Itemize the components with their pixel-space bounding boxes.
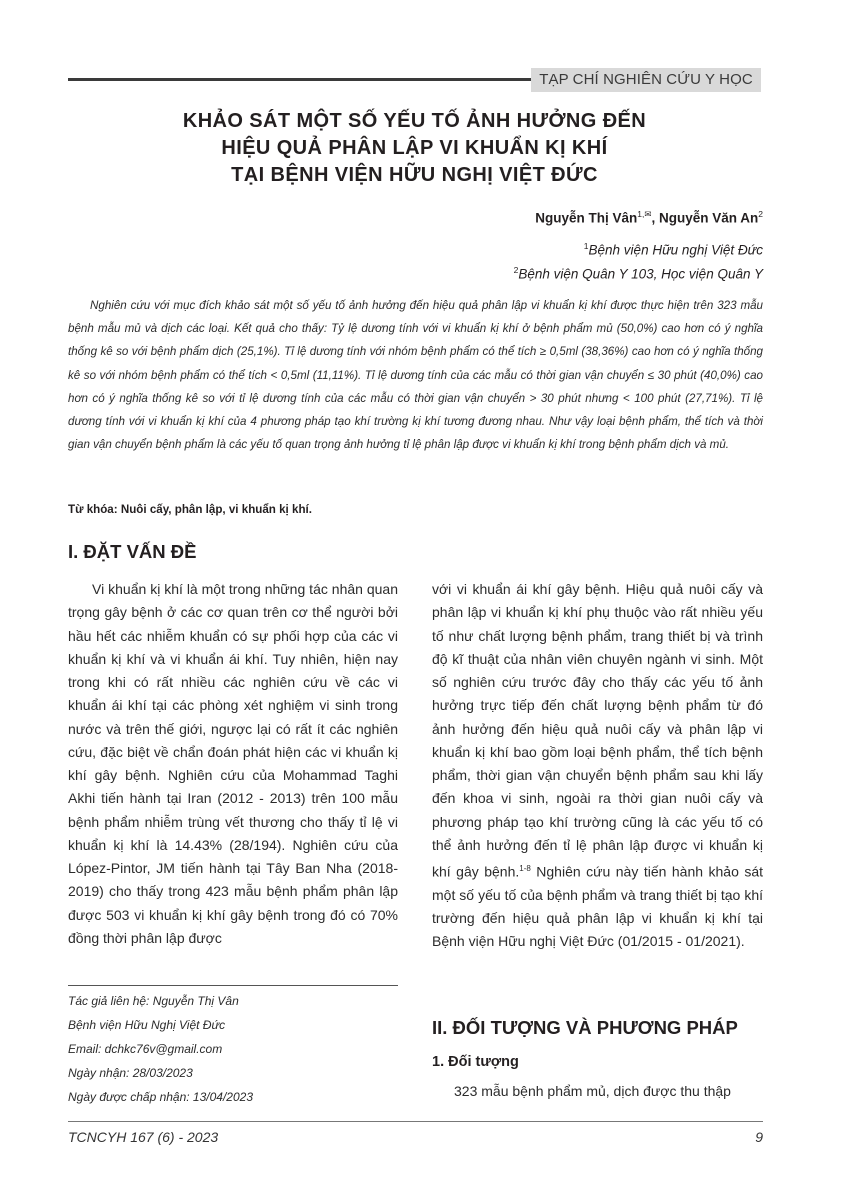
received-date: Ngày nhận: 28/03/2023: [68, 1066, 193, 1080]
footnote-rule: [68, 985, 398, 986]
author-1-affil: 1,✉: [637, 209, 652, 219]
author-2: Nguyễn Văn An: [659, 210, 759, 226]
title-line-2: HIỆU QUẢ PHÂN LẬP VI KHUẨN KỊ KHÍ: [221, 137, 608, 159]
corresponding-institution: Bệnh viện Hữu Nghị Việt Đức: [68, 1018, 226, 1032]
affiliation-1: [300, 236, 763, 261]
section-2-subheading: 1. Đối tượng: [432, 1054, 519, 1070]
author-list: [300, 204, 763, 229]
affiliation-2-text: Bệnh viện Quân Y 103, Học viện Quân Y: [518, 266, 763, 282]
author-2-affil: 2: [758, 209, 763, 219]
accepted-date: Ngày được chấp nhận: 13/04/2023: [68, 1090, 253, 1104]
section-1-right-text-b: Nghiên cứu này tiến hành khảo sát một số yếu tố của bệnh phẩm và trang thiết bị tạo khí trường đến hiệu quả phân lập vi khuẩn kị khí tại Bệnh viện Hữu nghị Việt Đức (01/2015 - 01/2021).: [432, 863, 764, 950]
affiliation-1-text: Bệnh viện Hữu nghị Việt Đức: [588, 242, 763, 258]
page-number: 9: [755, 1129, 763, 1145]
title-line-1: KHẢO SÁT MỘT SỐ YẾU TỐ ẢNH HƯỞNG ĐẾN: [182, 110, 647, 132]
title-line-3: TẠI BỆNH VIỆN HỮU NGHỊ VIỆT ĐỨC: [231, 164, 598, 186]
article-title: [68, 108, 761, 189]
section-2-heading: II. ĐỐI TƯỢNG VÀ PHƯƠNG PHÁP: [432, 1017, 738, 1038]
section-1-right-text-a: với vi khuẩn ái khí gây bệnh. Hiệu quả nuôi cấy và phân lập vi khuẩn kị khí phụ thuộc vào rất nhiều yếu tố như chất lượng bệnh phẩm, trang thiết bị và trình độ kĩ thuật của nhân viên chuyên ngành vi sinh. Một số nghiên cứu trước đây cho thấy các yếu tố ảnh hưởng trực tiếp đến chất lượng bệnh phẩm từ đó ảnh hưởng đến hiệu quả nuôi cấy và phân lập vi khuẩn kị khí bao gồm loại bệnh phẩm, thể tích bệnh phẩm, thời gian vận chuyển bệnh phẩm sau khi lấy đến khoa vi sinh, ngoài ra thời gian nuôi cấy và phương pháp tạo khí trường cũng là các yếu tố có thể ảnh hưởng đến tỉ lệ phân lập được vi khuẩn kị khí gây bệnh.: [432, 581, 763, 880]
affiliation-2: [300, 260, 763, 285]
section-1-right-column: [432, 578, 763, 954]
abstract: Nghiên cứu với mục đích khảo sát một số yếu tố ảnh hưởng đến hiệu quả phân lập vi khuẩn kị khí được thực hiện trên 323 mẫu bệnh mẫu mủ và dịch các loại. Kết quả cho thấy: Tỷ lệ dương tính với vi khuẩn kị khí ở bệnh phẩm mủ (50,0%) cao hơn có ý nghĩa thống kê so với bệnh phẩm dịch (25,1%). Tỉ lệ dương tính với nhóm bệnh phẩm có thể tích ≥ 0,5ml (38,36%) cao hơn có ý nghĩa thống kê so với nhóm bệnh phẩm có thể tích < 0,5ml (11,11%). Tỉ lệ dương tính của các mẫu có thời gian vận chuyển ≤ 30 phút (40,0%) cao hơn có ý nghĩa thống kê so với tỉ lệ dương tính của các mẫu có thời gian vận chuyển > 30 phút nhưng < 100 phút (27,71%). Tỉ lệ dương tính với vi khuẩn kị khí của 4 phương pháp tạo khí trường kị khí tương đương nhau. Như vậy loại bệnh phẩm, thể tích và thời gian vận chuyển bệnh phẩm là các yếu tố quan trọng ảnh hưởng tỉ lệ phân lập được vi khuẩn kị khí trong bệnh phẩm dịch và mủ.: [68, 299, 763, 452]
author-1: Nguyễn Thị Vân: [535, 210, 638, 226]
corresponding-author: Tác giả liên hệ: Nguyễn Thị Vân: [68, 994, 239, 1008]
author-separator: ,: [651, 210, 659, 226]
journal-citation: TCNCYH 167 (6) - 2023: [68, 1129, 219, 1145]
section-1-left-column: Vi khuẩn kị khí là một trong những tác nhân quan trọng gây bệnh ở các cơ quan trên cơ thể người bởi hầu hết các nhiễm khuẩn có sự phối hợp của các vi khuẩn kị khí và vi khuẩn ái khí. Tuy nhiên, hiện nay trong khi có rất nhiều các nghiên cứu về các vi khuẩn ái khí tại các phòng xét nghiệm vi sinh trong nước và trên thế giới, ngược lại có rất ít các nghiên cứu, đặc biệt về chẩn đoán phát hiện các vi khuẩn kị khí gây bệnh. Nghiên cứu của Mohammad Taghi Akhi tiến hành tại Iran (2012 - 2013) trên 100 mẫu bệnh phẩm nhiễm trùng vết thương cho thấy tỉ lệ vi khuẩn kị khí là 14.43% (28/194). Nghiên cứu của López-Pintor, JM tiến hành tại Tây Ban Nha (2018-2019) cho thấy trong 423 mẫu bệnh phẩm phân lập được 503 vi khuẩn kị khí gây bệnh trong đó có 70% đồng thời phân lập được: [68, 581, 398, 946]
journal-name: TẠP CHÍ NGHIÊN CỨU Y HỌC: [531, 68, 761, 92]
reference-marker: 1-8: [519, 864, 531, 873]
section-1-heading: I. ĐẶT VẤN ĐỀ: [68, 541, 197, 562]
corresponding-email: Email: dchkc76v@gmail.com: [68, 1042, 223, 1056]
header-rule: [68, 78, 531, 81]
footer-rule: [68, 1121, 763, 1122]
section-2-text: 323 mẫu bệnh phẩm mủ, dịch được thu thập: [454, 1083, 731, 1099]
affiliation-2-marker: 2: [513, 265, 519, 275]
affiliation-1-marker: 1: [583, 241, 589, 251]
keywords: Từ khóa: Nuôi cấy, phân lập, vi khuẩn kị khí.: [68, 503, 312, 516]
